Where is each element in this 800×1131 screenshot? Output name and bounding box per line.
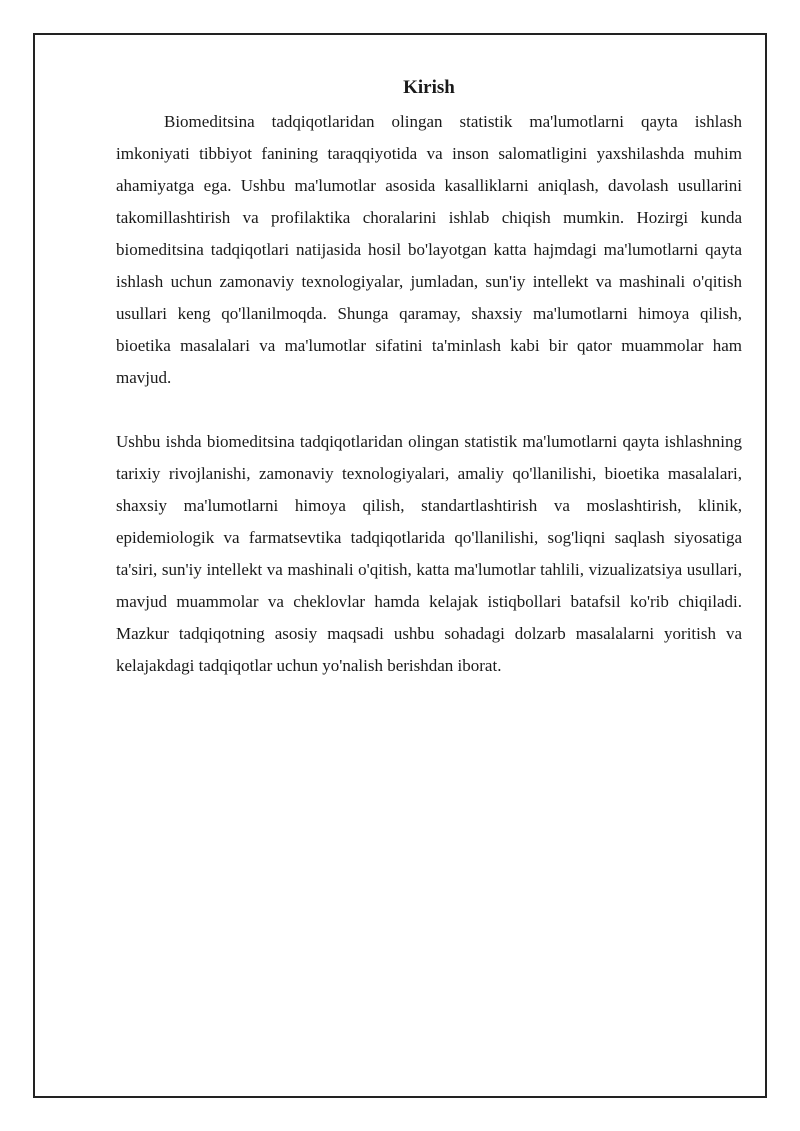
paragraph-intro: Biomeditsina tadqiqotlaridan olingan statistik ma'lumotlarni qayta ishlash imkoniyati tibbiyot fanining taraqqiyotida va inson salomatligini yaxshilashda muhim ahamiyatga ega. Ushbu ma'lumotlar asosida kasalliklarni aniqlash, davolash usullarini takomillashtirish va profilaktika choralarini ishlab chiqish mumkin. Hozirgi kunda biomeditsina tadqiqotlari natijasida hosil bo'layotgan katta hajmdagi ma'lumotlarni qayta ishlash uchun zamonaviy texnologiyalar, jumladan, sun'iy intellekt va mashinali o'qitish usullari keng qo'llanilmoqda. Shunga qaramay, shaxsiy ma'lumotlarni himoya qilish, bioetika masalalari va ma'lumotlar sifatini ta'minlash kabi bir qator muammolar ham mavjud. <box>116 112 742 387</box>
document-body <box>116 76 742 682</box>
document-title: Kirish <box>403 77 455 98</box>
paragraph-scope: Ushbu ishda biomeditsina tadqiqotlaridan olingan statistik ma'lumotlarni qayta ishlashning tarixiy rivojlanishi, zamonaviy texnologiyalari, amaliy qo'llanilishi, bioetika masalalari, shaxsiy ma'lumotlarni himoya qilish, standartlashtirish va moslashtirish, klinik, epidemiologik va farmatsevtika tadqiqotlarida qo'llanilishi, sog'liqni saqlash siyosatiga ta'siri, sun'iy intellekt va mashinali o'qitish, katta ma'lumotlar tahlili, vizualizatsiya usullari, mavjud muammolar va cheklovlar hamda kelajak istiqbollari batafsil ko'rib chiqiladi. Mazkur tadqiqotning asosiy maqsadi ushbu sohadagi dolzarb masalalarni yoritish va kelajakdagi tadqiqotlar uchun yo'nalish berishdan iborat. <box>116 432 742 675</box>
paragraph-spacer <box>116 394 742 426</box>
